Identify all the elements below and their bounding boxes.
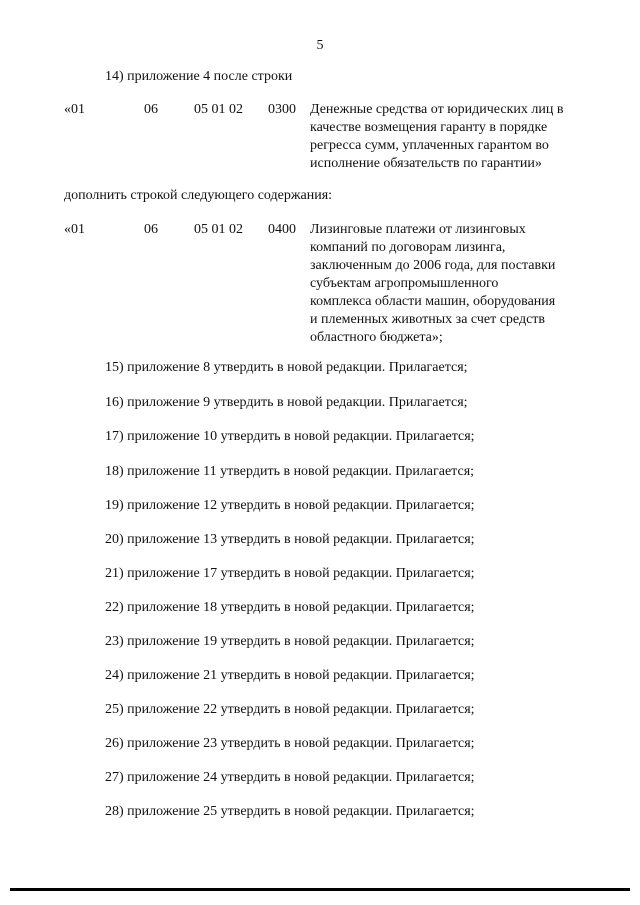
supplement-paragraph: дополнить строкой следующего содержания: (64, 188, 333, 203)
code-cell-4: 0300 (268, 102, 296, 117)
description-line: Лизинговые платежи от лизинговых (310, 222, 526, 237)
description-line: заключенным до 2006 года, для поставки (310, 258, 556, 273)
description-line: компаний по договорам лизинга, (310, 240, 506, 255)
description-line: исполнение обязательств по гарантии» (310, 156, 542, 171)
description-line: Денежные средства от юридических лиц в (310, 102, 564, 117)
description-line: областного бюджета»; (310, 330, 443, 345)
list-item: 25) приложение 22 утвердить в новой редакции. Прилагается; (105, 702, 475, 717)
intro-paragraph: 14) приложение 4 после строки (105, 69, 293, 84)
code-cell-3: 05 01 02 (194, 222, 243, 237)
list-item: 15) приложение 8 утвердить в новой редакции. Прилагается; (105, 360, 468, 375)
code-cell-3: 05 01 02 (194, 102, 243, 117)
description-line: субъектам агропромышленного (310, 276, 499, 291)
description-line: и племенных животных за счет средств (310, 312, 546, 327)
description-line: комплекса области машин, оборудования (310, 294, 556, 309)
code-row-0400 (64, 221, 604, 351)
code-cell-2: 06 (144, 102, 158, 117)
list-item: 21) приложение 17 утвердить в новой редакции. Прилагается; (105, 566, 475, 581)
code-cell-1: «01 (64, 222, 85, 237)
list-item: 17) приложение 10 утвердить в новой редакции. Прилагается; (105, 429, 475, 444)
row-description (310, 101, 590, 173)
list-item: 20) приложение 13 утвердить в новой редакции. Прилагается; (105, 532, 475, 547)
description-line: качестве возмещения гаранту в порядке (310, 120, 548, 135)
code-cell-4: 0400 (268, 222, 296, 237)
list-item: 24) приложение 21 утвердить в новой редакции. Прилагается; (105, 668, 475, 683)
row-description (310, 221, 590, 347)
list-item: 26) приложение 23 утвердить в новой редакции. Прилагается; (105, 736, 475, 751)
page-number: 5 (316, 38, 324, 53)
list-item: 22) приложение 18 утвердить в новой редакции. Прилагается; (105, 600, 475, 615)
list-item: 19) приложение 12 утвердить в новой редакции. Прилагается; (105, 498, 475, 513)
code-cell-1: «01 (64, 102, 85, 117)
bottom-rule (10, 888, 630, 891)
description-line: регресса сумм, уплаченных гарантом во (310, 138, 549, 153)
code-cell-2: 06 (144, 222, 158, 237)
list-item: 27) приложение 24 утвердить в новой редакции. Прилагается; (105, 770, 475, 785)
code-row-0300 (64, 101, 604, 177)
list-item: 18) приложение 11 утвердить в новой редакции. Прилагается; (105, 464, 475, 479)
list-item: 23) приложение 19 утвердить в новой редакции. Прилагается; (105, 634, 475, 649)
list-item: 28) приложение 25 утвердить в новой редакции. Прилагается; (105, 804, 475, 819)
list-item: 16) приложение 9 утвердить в новой редакции. Прилагается; (105, 395, 468, 410)
